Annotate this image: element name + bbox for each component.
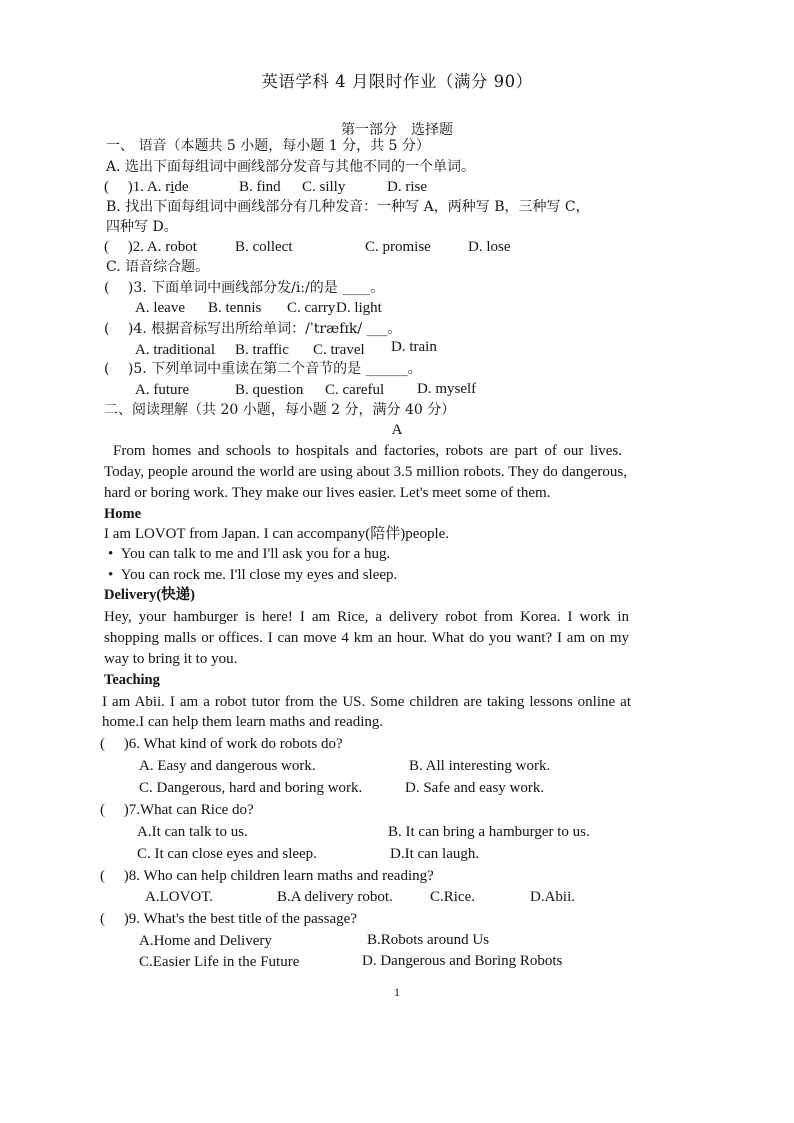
question-8-option-c: C.Rice. [430,889,475,905]
teaching-heading: Teaching [104,672,160,688]
section1-heading: 一、 语音（本题共 5 小题，每小题 1 分，共 5 分） [106,138,430,154]
intro-line-1: From homes and schools to hospitals and factories, robots are part of our lives. [113,443,622,459]
question-1-option-b: B. find [239,179,281,195]
question-7-option-c: C. It can close eyes and sleep. [137,846,317,862]
delivery-line-2: shopping malls or offices. I can move 4 km an hour. What do you want? I am on my [104,630,629,646]
delivery-line-3: way to bring it to you. [104,651,238,667]
instruction-a: A. 选出下面每组词中画线部分发音与其他不同的一个单词。 [106,159,476,175]
question-5-option-c: C. careful [325,382,385,398]
question-4-option-d: D. train [391,339,437,355]
question-5-option-d: D. myself [417,381,477,397]
question-1: ( )1. A. ride [104,179,189,195]
question-4-option-c: C. travel [313,342,365,358]
question-1-option-d: D. rise [387,179,427,195]
question-6-option-d: D. Safe and easy work. [405,780,545,796]
page-title: 英语学科 4 月限时作业（满分 90） [261,72,533,91]
question-3-option-a: A. leave [135,300,185,316]
question-7: ( )7.What can Rice do? [100,802,254,818]
intro-line-2: Today, people around the world are using about 3.5 million robots. They do dangerous, [104,464,627,480]
intro-line-3: hard or boring work. They make our lives easier. Let's meet some of them. [104,485,551,501]
page-number: 1 [394,985,400,999]
question-2-option-d: D. lose [468,239,511,255]
home-bullet-1: • You can talk to me and I'll ask you for a hug. [108,546,391,562]
question-8-option-b: B.A delivery robot. [277,889,393,905]
question-3-option-b: B. tennis [208,300,262,316]
question-2: ( )2. A. robot [104,239,197,255]
question-8: ( )8. Who can help children learn maths and reading? [100,868,434,884]
question-6: ( )6. What kind of work do robots do? [100,736,343,752]
question-2-option-b: B. collect [235,239,293,255]
question-9-option-a: A.Home and Delivery [139,933,272,949]
question-3-option-c: C. carry [287,300,336,316]
question-6-option-a: A. Easy and dangerous work. [139,758,316,774]
instruction-b-line1: B. 找出下面每组词中画线部分有几种发音：一种写 A，两种写 B，三种写 C， [106,199,590,215]
question-9-option-b: B.Robots around Us [367,932,490,948]
instruction-c: C. 语音综合题。 [106,259,210,275]
question-6-option-b: B. All interesting work. [409,758,551,774]
question-9-option-d: D. Dangerous and Boring Robots [362,953,563,969]
question-4-option-a: A. traditional [135,342,215,358]
teaching-line-1: I am Abii. I am a robot tutor from the US. Some children are taking lessons online at [102,694,631,710]
question-5-option-a: A. future [135,382,190,398]
question-6-option-c: C. Dangerous, hard and boring work. [139,780,363,796]
part-heading: 第一部分 选择题 [341,122,453,138]
question-1-option-c: C. silly [302,179,346,195]
question-9-option-c: C.Easier Life in the Future [139,954,300,970]
home-line: I am LOVOT from Japan. I can accompany(陪伴)people. [104,526,450,542]
passage-label: A [391,422,403,438]
delivery-line-1: Hey, your hamburger is here! I am Rice, a delivery robot from Korea. I work in [104,609,629,625]
question-8-option-d: D.Abii. [530,889,575,905]
question-4: ( )4. 根据音标写出所给单词：/ˈtræfɪk/ ___。 [104,321,402,337]
home-bullet-2: • You can rock me. I'll close my eyes and sleep. [108,567,398,583]
question-5: ( )5. 下列单词中重读在第二个音节的是 ______。 [104,361,422,377]
question-4-option-b: B. traffic [235,342,289,358]
instruction-b-line2: 四种写 D。 [106,219,178,235]
question-3-option-d: D. light [336,300,382,316]
question-3: ( )3. 下面单词中画线部分发/iː/的是 ____。 [104,280,385,296]
section2-heading: 二、阅读理解（共 20 小题，每小题 2 分，满分 40 分） [104,402,456,418]
question-5-option-b: B. question [235,382,304,398]
question-9: ( )9. What's the best title of the passage? [100,911,357,927]
question-2-option-c: C. promise [365,239,431,255]
question-7-option-d: D.It can laugh. [390,846,480,862]
delivery-heading: Delivery(快递) [104,587,195,603]
question-8-option-a: A.LOVOT. [145,889,214,905]
teaching-line-2: home.I can help them learn maths and reading. [102,714,384,730]
question-7-option-a: A.It can talk to us. [137,824,248,840]
home-heading: Home [104,506,142,522]
question-7-option-b: B. It can bring a hamburger to us. [388,824,590,840]
